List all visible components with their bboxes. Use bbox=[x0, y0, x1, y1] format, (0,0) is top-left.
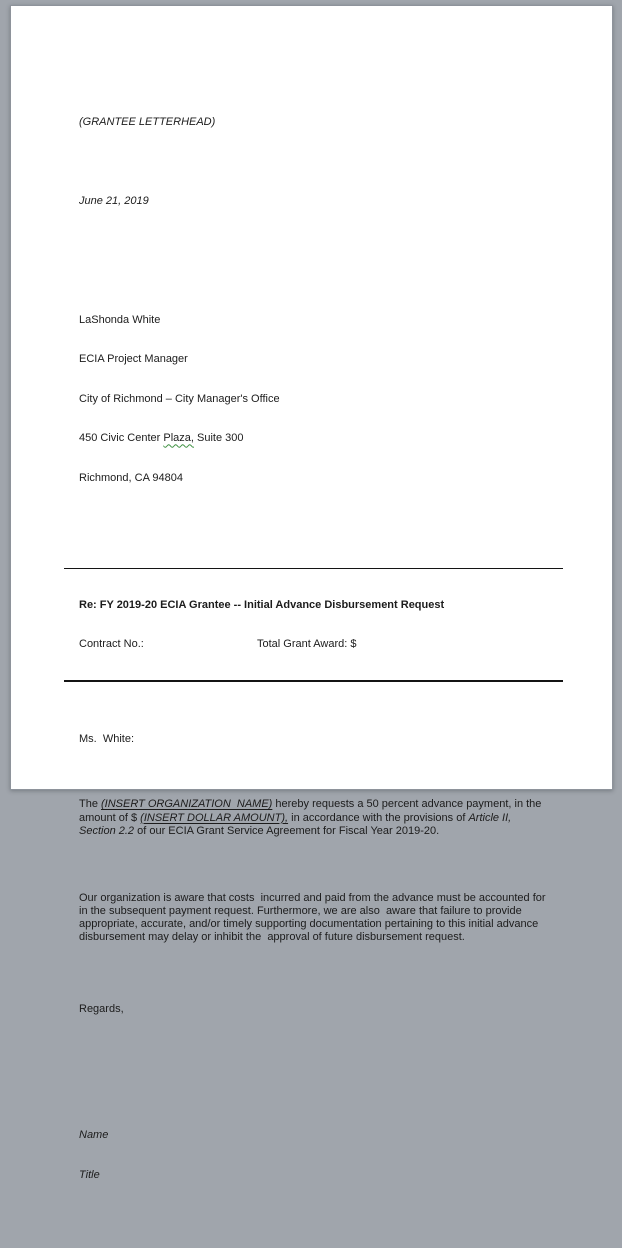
p1-text-3: in accordance with the provisions of bbox=[288, 811, 469, 824]
recipient-city-line: Richmond, CA 94804 bbox=[79, 472, 183, 485]
p1-text-1: The bbox=[79, 798, 102, 811]
contract-number-label: Contract No.: bbox=[79, 638, 144, 651]
body-paragraph-1 bbox=[79, 798, 548, 838]
recipient-street-pre: 450 Civic Center bbox=[79, 432, 164, 445]
agreement-article-reference: Article II, Section 2.2 bbox=[79, 811, 518, 837]
signature-block bbox=[79, 1103, 548, 1209]
recipient-title: ECIA Project Manager bbox=[79, 353, 188, 366]
recipient-address-block bbox=[79, 287, 548, 511]
document-page bbox=[10, 5, 613, 1181]
recipient-org: City of Richmond – City Manager's Office bbox=[79, 392, 280, 405]
p1-text-2: hereby requests a 50 percent advance payment, in the amount of $ bbox=[79, 798, 545, 824]
contract-row bbox=[79, 638, 548, 651]
body-paragraph-2: Our organization is aware that costs incurred and paid from the advance must be accounted for in the subsequent payment request. Furthermore, we are also aware that failure to provide appropriate, accurate, and/or timely supporting documentation pertaining to this initial advance disbursement may delay or inhibit the approval of future disbursement request. bbox=[79, 891, 549, 944]
closing: Regards, bbox=[79, 1002, 124, 1015]
subject-re-line: Re: FY 2019-20 ECIA Grantee -- Initial Advance Disbursement Request bbox=[79, 598, 445, 611]
recipient-street bbox=[79, 432, 548, 445]
org-name-placeholder: (INSERT ORGANIZATION NAME) bbox=[101, 798, 273, 811]
p1-text-4: of our ECIA Grant Service Agreement for Fiscal Year 2019-20. bbox=[134, 824, 440, 837]
recipient-street-post: Suite 300 bbox=[193, 432, 244, 445]
total-grant-award-label: Total Grant Award: $ bbox=[257, 638, 357, 651]
subject-block bbox=[64, 568, 563, 682]
recipient-name: LaShonda White bbox=[79, 313, 161, 326]
letterhead-placeholder: (GRANTEE LETTERHEAD) bbox=[79, 115, 216, 128]
signature-title-placeholder: Title bbox=[79, 1168, 100, 1181]
spellcheck-flagged-word: Plaza, bbox=[163, 432, 194, 445]
letter-content bbox=[11, 6, 612, 1248]
signature-name-placeholder: Name bbox=[79, 1129, 109, 1142]
dollar-amount-placeholder: (INSERT DOLLAR AMOUNT), bbox=[140, 811, 289, 824]
salutation: Ms. White: bbox=[79, 732, 135, 745]
date-line: June 21, 2019 bbox=[79, 195, 149, 208]
